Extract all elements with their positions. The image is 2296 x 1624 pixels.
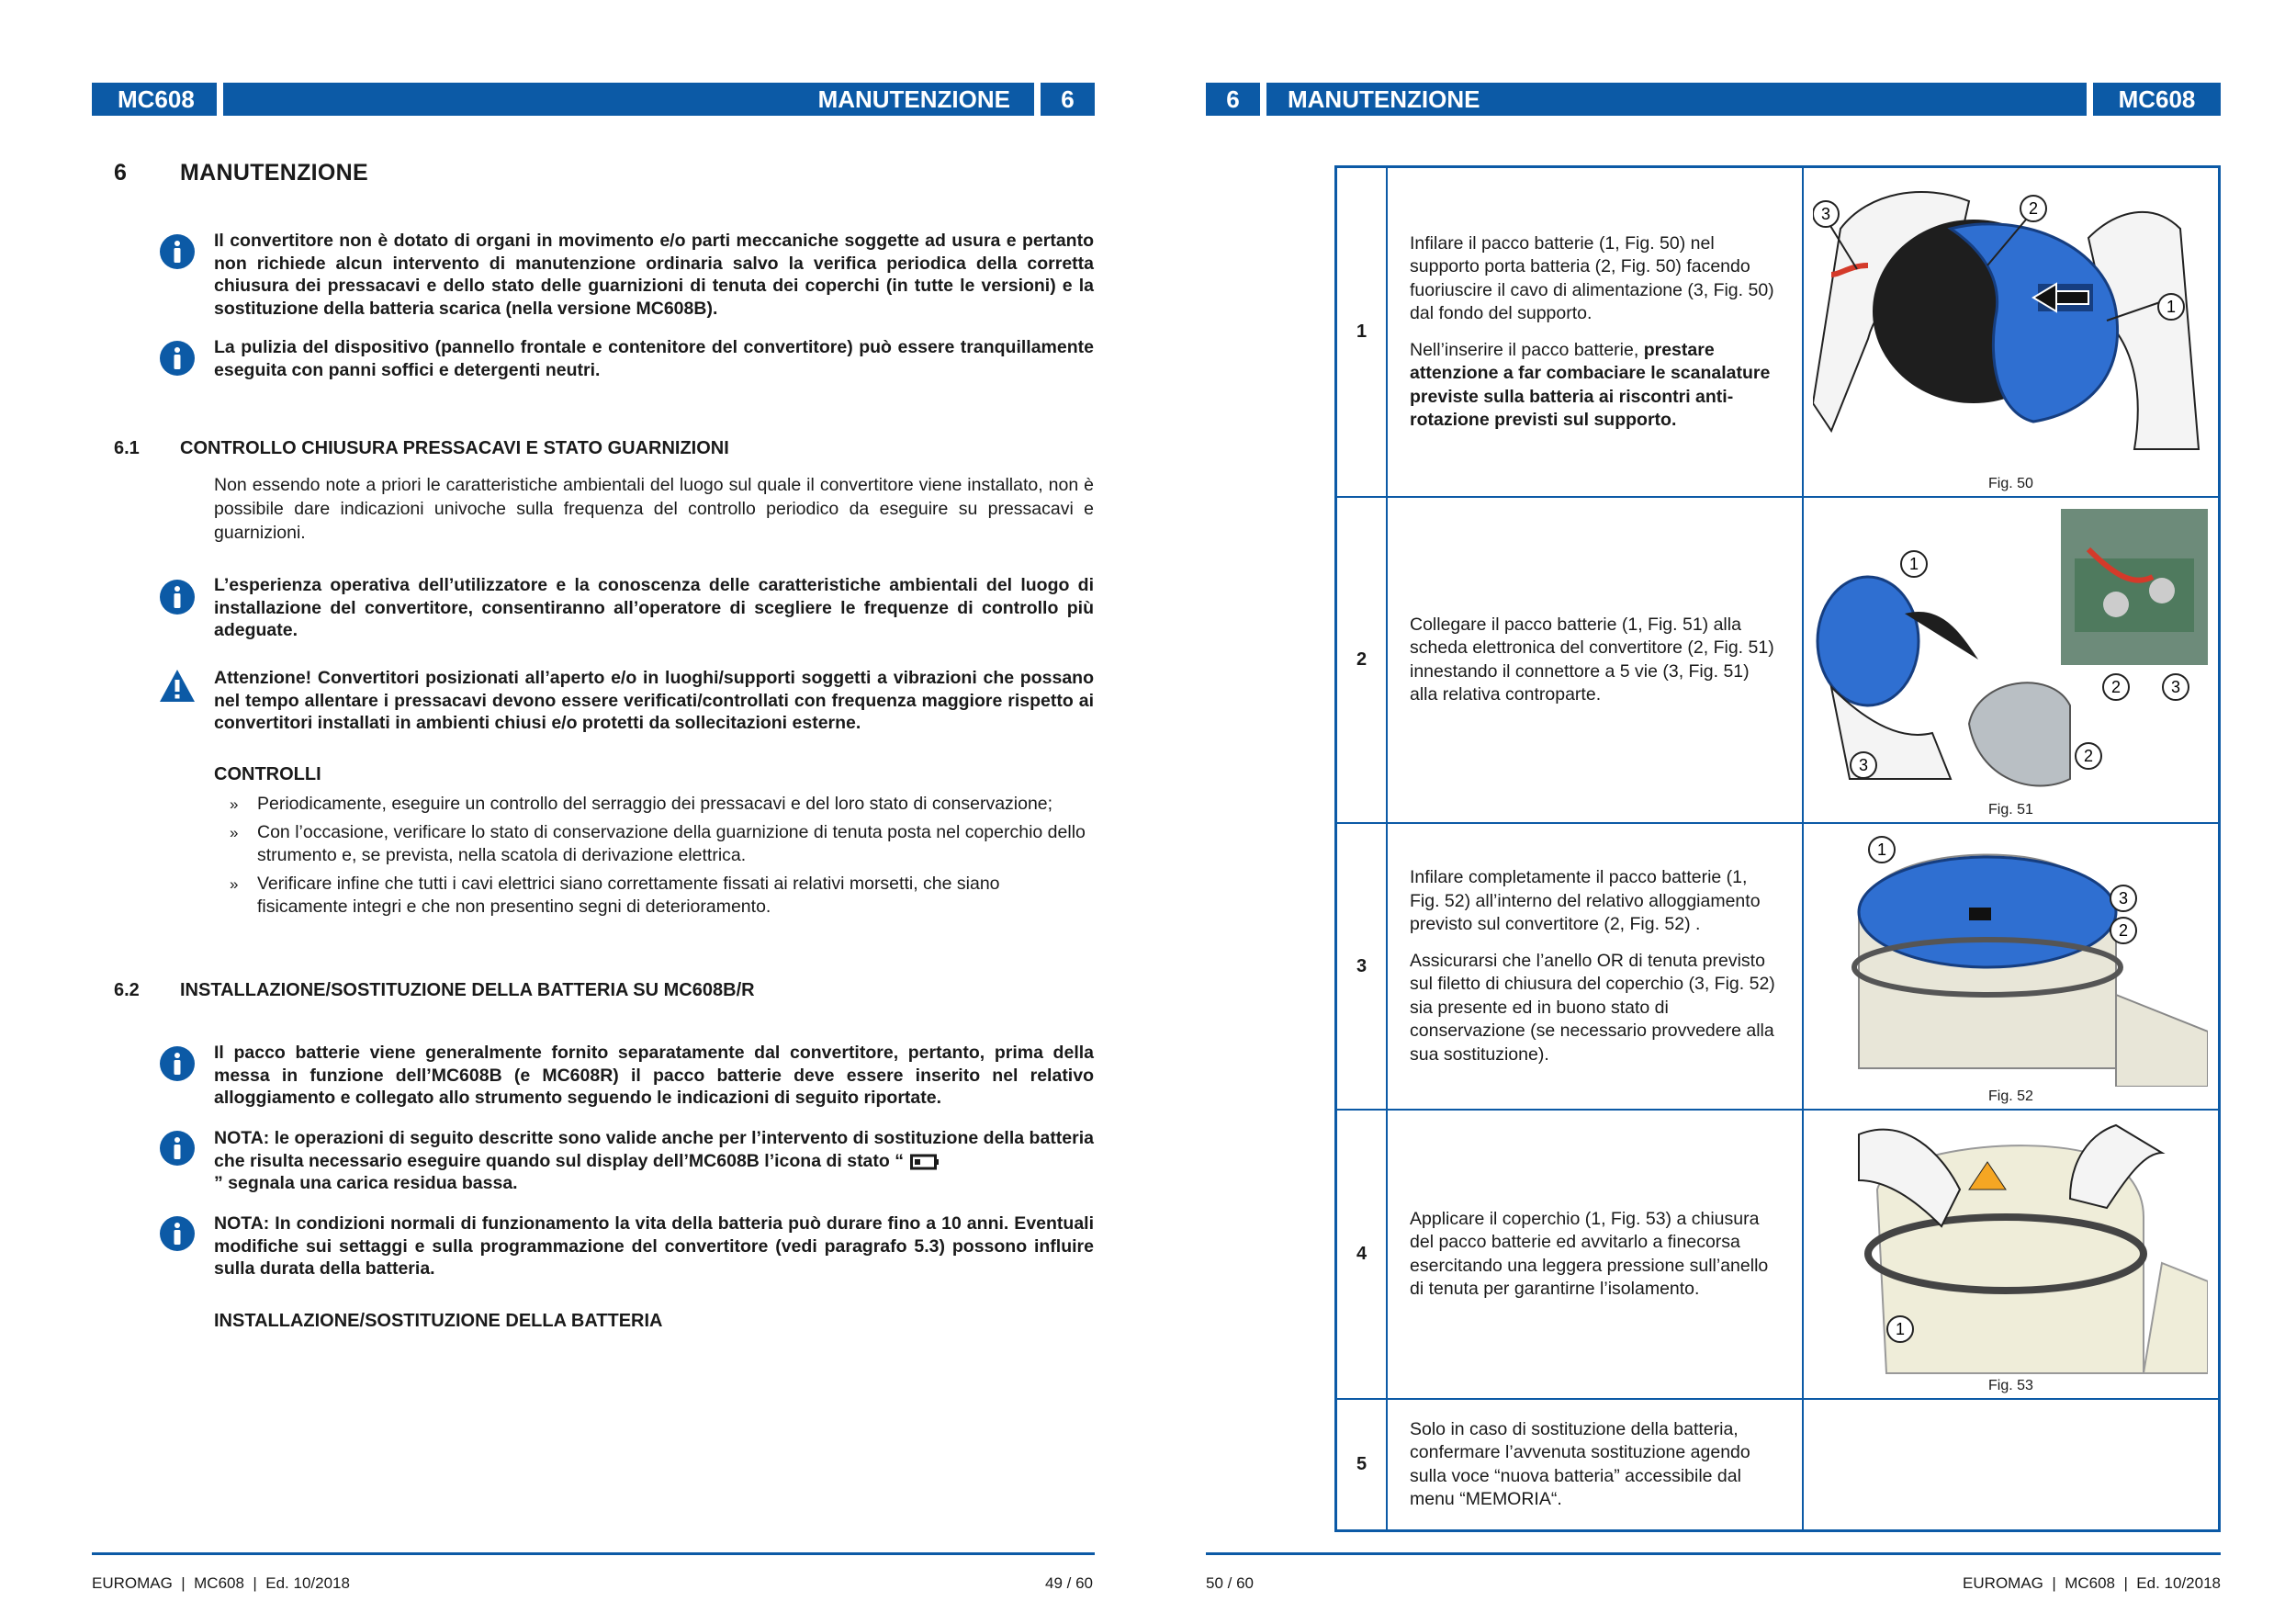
step-text: Infilare il pacco batterie (1, Fig. 50) nel supporto porta batteria (2, Fig. 50) facendo fuoriuscire il cavo di alimentazione (3, Fig. 50) dal fondo del supporto. bbox=[1410, 232, 1774, 323]
step-text: Applicare il coperchio (1, Fig. 53) a chiusura del pacco batterie ed avvitarlo a finecorsa esercitando una leggera pressione sull’anello di tenuta per garantirne l’isolamento. bbox=[1410, 1208, 1769, 1299]
header-title-box bbox=[1266, 83, 2087, 116]
step-number: 2 bbox=[1337, 498, 1388, 822]
callout-label: 1 bbox=[1908, 555, 1919, 573]
step-text-2-bold: prestare attenzione a far combaciare le scanalature previste sulla batteria ai riscontri anti-rotazione previsti sul supporto. bbox=[1410, 339, 1771, 430]
chapter-title: MANUTENZIONE bbox=[180, 160, 368, 186]
info-icon bbox=[159, 340, 196, 377]
step-text-cell bbox=[1388, 168, 1804, 496]
callout-label: 2 bbox=[2083, 747, 2094, 765]
header-section-number: 6 bbox=[1061, 85, 1075, 113]
callout-label: 1 bbox=[2166, 298, 2177, 316]
controls-item-text: Con l’occasione, verificare lo stato di conservazione della guarnizione di tenuta posta nel coperchio dello strumento e, se prevista, nella scatola di derivazione elettrica. bbox=[257, 822, 1086, 865]
section-6-1-number: 6.1 bbox=[114, 438, 140, 458]
warning-icon bbox=[159, 668, 196, 705]
header-model-box bbox=[92, 83, 217, 116]
controls-item bbox=[230, 873, 1095, 919]
step-row bbox=[1337, 824, 2218, 1111]
footer-page: 49 / 60 bbox=[1045, 1574, 1093, 1592]
callout-label: 1 bbox=[1876, 840, 1887, 859]
bullet-mark: » bbox=[230, 875, 239, 893]
step-number: 3 bbox=[1337, 824, 1388, 1109]
info-icon bbox=[159, 1045, 196, 1082]
step-text-cell bbox=[1388, 824, 1804, 1109]
step-text-2 bbox=[1410, 339, 1780, 433]
section-6-1-title: CONTROLLO CHIUSURA PRESSACAVI E STATO GUARNIZIONI bbox=[180, 438, 729, 458]
figure-caption: Fig. 50 bbox=[1988, 476, 2033, 491]
header-model: MC608 bbox=[2118, 85, 2196, 113]
header-model: MC608 bbox=[118, 85, 195, 113]
section-6-2-number: 6.2 bbox=[114, 980, 140, 1000]
header-section-title: MANUTENZIONE bbox=[817, 85, 1010, 113]
step-row bbox=[1337, 1111, 2218, 1400]
figure-caption: Fig. 53 bbox=[1988, 1378, 2033, 1393]
step-row bbox=[1337, 1400, 2218, 1529]
callout-label: 1 bbox=[1895, 1320, 1906, 1338]
section-6-1-warning-note: Attenzione! Convertitori posizionati all’aperto e/o in luoghi/supporti soggetti a vibrazioni che possano nel tempo allentare i pressacavi devono essere verificati/controllati con frequenza maggiore rispetto ai convertitori installati in ambienti chiusi e/o protetti da sollecitazioni esterne. bbox=[214, 668, 1094, 733]
step-text: Solo in caso di sostituzione della batteria, confermare l’avvenuta sostituzione agendo sulla voce “nuova batteria” accessibile dal menu “MEMORIA“. bbox=[1410, 1418, 1750, 1509]
intro-note-2: La pulizia del dispositivo (pannello frontale e contenitore del convertitore) può essere tranquillamente eseguita con panni soffici e detergenti neutri. bbox=[214, 337, 1094, 380]
figure-caption: Fig. 51 bbox=[1988, 802, 2033, 818]
callout-label: 2 bbox=[2110, 678, 2122, 696]
step-text: Infilare completamente il pacco batterie (1, Fig. 52) all’interno del relativo alloggiamento previsto sul convertitore (2, Fig. 52) . bbox=[1410, 867, 1761, 934]
step-row bbox=[1337, 168, 2218, 498]
header-number-box bbox=[1206, 83, 1260, 116]
chapter-number: 6 bbox=[114, 160, 127, 186]
footer-divider bbox=[92, 1552, 1095, 1555]
step-row bbox=[1337, 498, 2218, 824]
callout-label: 2 bbox=[2118, 921, 2129, 940]
callout-label: 3 bbox=[2118, 889, 2129, 908]
battery-low-icon bbox=[910, 1154, 940, 1170]
step-text-cell bbox=[1388, 1111, 1804, 1398]
info-icon bbox=[159, 233, 196, 270]
header-model-box bbox=[2093, 83, 2221, 116]
step-text-cell bbox=[1388, 498, 1804, 822]
step-number: 4 bbox=[1337, 1111, 1388, 1398]
figure-cell bbox=[1804, 168, 2218, 496]
header-section-title: MANUTENZIONE bbox=[1288, 85, 1480, 113]
controls-item bbox=[230, 793, 1095, 816]
controls-item-text: Verificare infine che tutti i cavi elettrici siano correttamente fissati ai relativi morsetti, che siano fisicamente integri e che non presentino segni di deterioramento. bbox=[257, 874, 1000, 917]
footer-divider bbox=[1206, 1552, 2221, 1555]
callout-label: 3 bbox=[1820, 205, 1831, 223]
figure-cell bbox=[1804, 498, 2218, 822]
section-6-2-note-1: Il pacco batterie viene generalmente fornito separatamente dal convertitore, pertanto, prima della messa in funzione dell’MC608B (e MC608R) il pacco batterie deve essere inserito nel relativo alloggiamento e collegato allo strumento seguendo le indicazioni di seguito riportate. bbox=[214, 1043, 1094, 1108]
callout-label: 3 bbox=[2170, 678, 2181, 696]
header-section-number: 6 bbox=[1226, 85, 1240, 113]
cover-photo bbox=[1813, 1116, 2208, 1378]
info-icon bbox=[159, 1215, 196, 1252]
section-6-2-subtitle: INSTALLAZIONE/SOSTITUZIONE DELLA BATTERIA bbox=[214, 1311, 663, 1331]
battery-inserted-photo bbox=[1813, 829, 2208, 1087]
footer-brand: EUROMAG | MC608 | Ed. 10/2018 bbox=[92, 1574, 350, 1592]
controls-item-text: Periodicamente, eseguire un controllo del serraggio dei pressacavi e del loro stato di conservazione; bbox=[257, 794, 1053, 814]
figure-caption: Fig. 52 bbox=[1988, 1088, 2033, 1104]
step-text: Collegare il pacco batterie (1, Fig. 51) alla scheda elettronica del convertitore (2, Fig. 51) innestando il connettore a 5 vie (3, Fig. 51) alla relativa controparte. bbox=[1410, 614, 1774, 705]
step-number: 1 bbox=[1337, 168, 1388, 496]
section-6-2-note-3: NOTA: In condizioni normali di funzionamento la vita della batteria può durare fino a 10 anni. Eventuali modifiche sui settaggi e sulla programmazione del convertitore (vedi paragrafo 5.3) possono influire sulla durata della batteria. bbox=[214, 1213, 1094, 1279]
note-2-text-a: NOTA: le operazioni di seguito descritte sono valide anche per l’intervento di sostituzione della batteria che risulta necessario eseguire quando sul display dell’MC608B l’icona di stato “ bbox=[214, 1128, 1094, 1171]
step-text-cell bbox=[1388, 1400, 1804, 1529]
figure-cell bbox=[1804, 1400, 2218, 1529]
connector-photo bbox=[1813, 503, 2208, 797]
section-6-1-info-note: L’esperienza operativa dell’utilizzatore e la conoscenza delle caratteristiche ambientali del luogo di installazione del convertitore, consentiranno all’operatore di scegliere le frequenze di controllo più adeguate. bbox=[214, 575, 1094, 640]
footer-brand: EUROMAG | MC608 | Ed. 10/2018 bbox=[1963, 1574, 2221, 1592]
note-2-text-b: ” segnala una carica residua bassa. bbox=[214, 1173, 518, 1193]
header-number-box bbox=[1041, 83, 1095, 116]
step-number: 5 bbox=[1337, 1400, 1388, 1529]
controls-item bbox=[230, 821, 1095, 867]
info-icon bbox=[159, 1130, 196, 1167]
callout-label: 3 bbox=[1858, 756, 1869, 774]
bullet-mark: » bbox=[230, 824, 239, 841]
section-6-2-title: INSTALLAZIONE/SOSTITUZIONE DELLA BATTERIA SU MC608B/R bbox=[180, 980, 755, 1000]
step-text-2-plain: Nell’inserire il pacco batterie, bbox=[1410, 339, 1644, 360]
footer-page: 50 / 60 bbox=[1206, 1574, 1254, 1592]
header-title-box bbox=[223, 83, 1034, 116]
callout-label: 2 bbox=[2028, 199, 2039, 218]
bullet-mark: » bbox=[230, 795, 239, 813]
section-6-2-note-2 bbox=[214, 1127, 1094, 1195]
controls-title: CONTROLLI bbox=[214, 764, 321, 784]
section-6-1-paragraph: Non essendo note a priori le caratteristiche ambientali del luogo sul quale il convertitore viene installato, non è possibile dare indicazioni univoche sulla frequenza del controllo periodico da eseguire su pressacavi e guarnizioni. bbox=[214, 475, 1094, 543]
step-text-2: Assicurarsi che l’anello OR di tenuta previsto sul filetto di chiusura del coperchio (3, Fig. 52) sia presente ed in buono stato di conservazione (se necessario provvedere alla sua sostituzione). bbox=[1410, 950, 1775, 1065]
figure-cell bbox=[1804, 824, 2218, 1109]
battery-pack-photo bbox=[1813, 174, 2208, 468]
figure-cell bbox=[1804, 1111, 2218, 1398]
info-icon bbox=[159, 579, 196, 615]
steps-table bbox=[1334, 165, 2221, 1532]
intro-note-1: Il convertitore non è dotato di organi in movimento e/o parti meccaniche soggette ad usura e pertanto non richiede alcun intervento di manutenzione ordinaria salvo la verifica periodica della corretta chiusura dei pressacavi e dello stato delle guarnizioni di tenuta dei coperchi (in tutte le versioni) e la sostituzione della batteria scarica (nella versione MC608B). bbox=[214, 231, 1094, 319]
